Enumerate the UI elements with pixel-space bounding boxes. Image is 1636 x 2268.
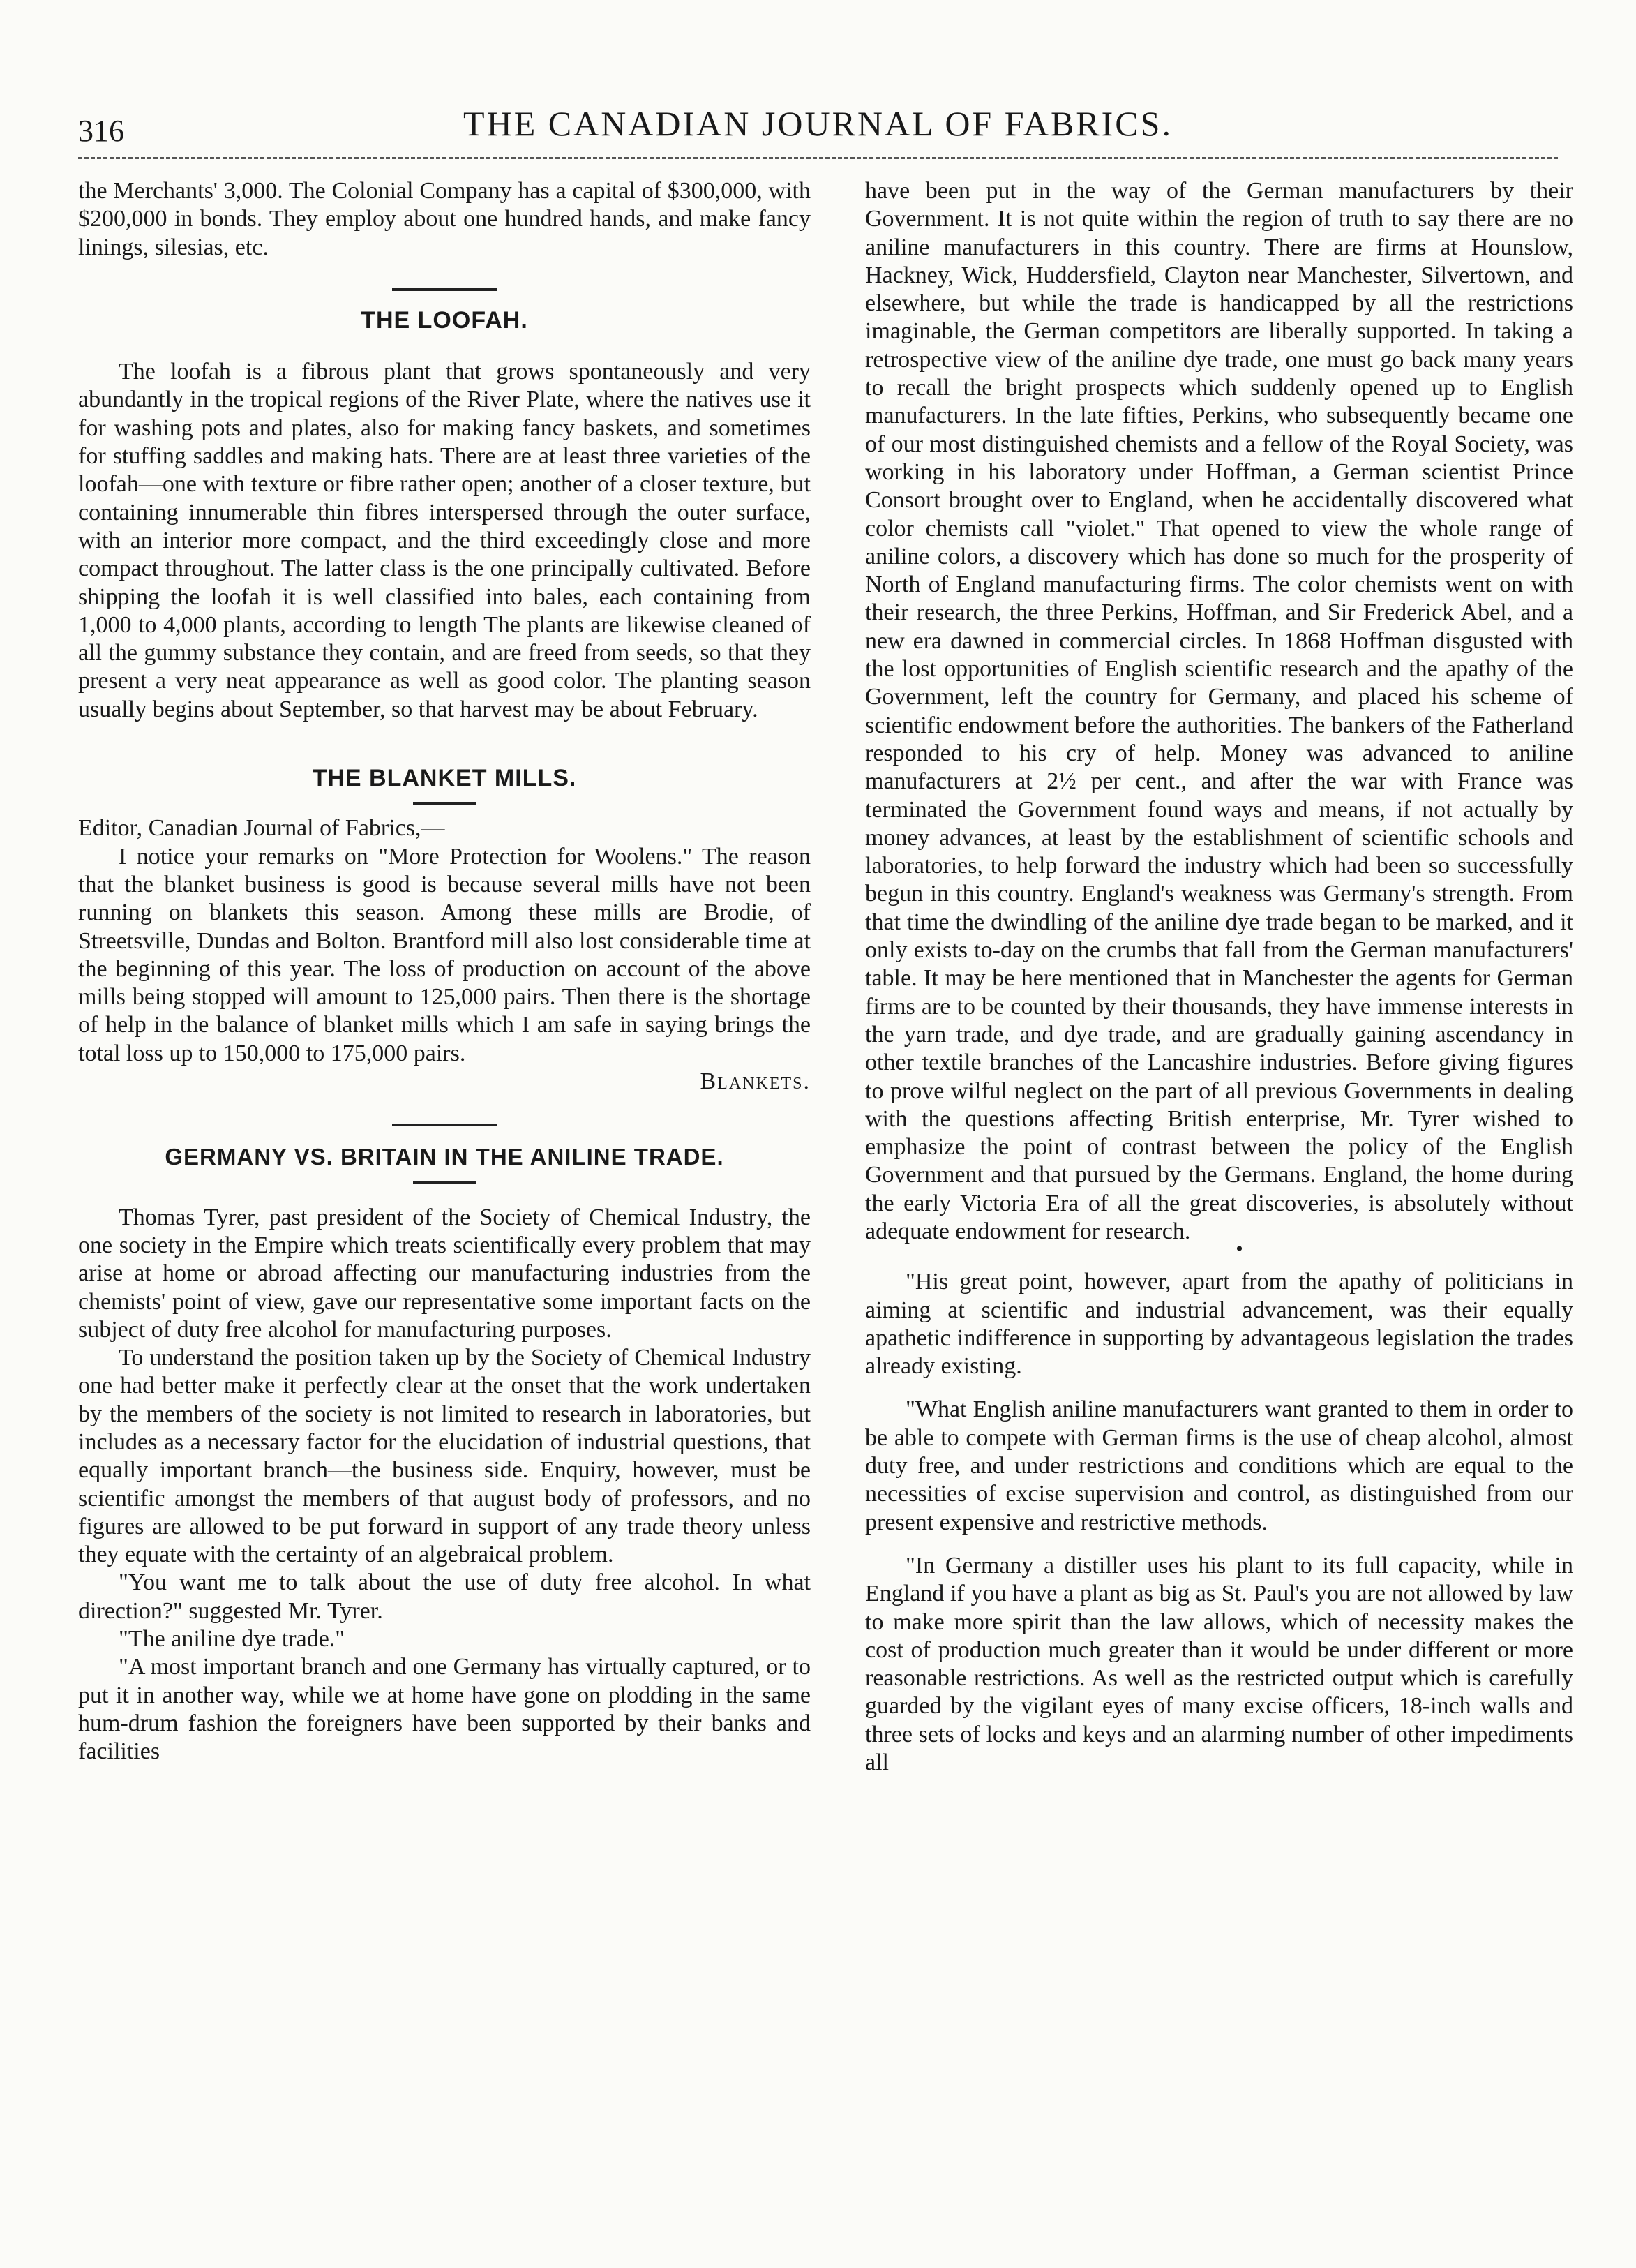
section-rule	[413, 802, 476, 805]
germany-paragraph-2: To understand the position taken up by the Society of Chemical Industry one had better make it perfectly clear at the onset that the work undertaken by the members of the society is not limited to research in laboratories, but includes as a necessary factor for the elucidation of industrial questions, that equally important branch—the business side. Enquiry, however, must be scientific amongst the members of that august body of professors, and no figures are allowed to be put forward in support of any trade theory unless they equate with the certainty of an algebraical problem.	[78, 1345, 811, 1568]
germany-paragraph-4: "The aniline dye trade."	[119, 1626, 345, 1652]
germany-paragraph-1: Thomas Tyrer, past president of the Society of Chemical Industry, the one society in the Empire which treats scientifically every problem that may arise at home or abroad affecting our manufacturing industries from the chemists' point of view, gave our representative some important facts on the subject of duty free alcohol for manufacturing purposes.	[78, 1204, 811, 1343]
germany-paragraph-3: "You want me to talk about the use of duty free alcohol. In what direction?" suggested Mr. Tyrer.	[78, 1569, 811, 1624]
right-paragraph-2: "His great point, however, apart from the apathy of politicians in aiming at scientific and industrial advancement, was their equally apathetic indifference in supporting by advantageous legislation the trades already existing.	[865, 1269, 1573, 1380]
loofah-paragraph: The loofah is a fibrous plant that grows spontaneously and very abundantly in the tropical regions of the River Plate, where the natives use it for washing pots and plates, also for making fancy baskets, and sometimes for stuffing saddles and making hats. There are at least three varieties of the loofah—one with texture or fibre rather open; another of a closer texture, but containing innumerable thin fibres interspersed through the outer surface, with an interior more compact, and the third exceedingly close and more compact throughout. The latter class is the one principally cultivated. Before shipping the loofah it is well classified into bales, each containing from 1,000 to 4,000 plants, according to length The plants are likewise cleaned of all the gummy substance they contain, and are freed from seeds, so that they present a very neat appearance as well as good color. The planting season usually begins about September, so that harvest may be about February.	[78, 359, 811, 722]
blanket-salutation: Editor, Canadian Journal of Fabrics,—	[78, 815, 445, 842]
page-number: 316	[78, 114, 124, 148]
section-rule	[413, 1181, 476, 1184]
ornament-dot: •	[1236, 1237, 1243, 1261]
blanket-signature: Blankets.	[700, 1068, 811, 1095]
right-paragraph-1: have been put in the way of the German manufacturers by their Government. It is not quite within the region of truth to say there are no aniline manufacturers in this country. There are firms at Hounslow, Hackney, Wick, Huddersfield, Clayton near Manchester, Silvertown, and elsewhere, but while the trade is handicapped by all the restrictions imaginable, the German competitors are liberally supported. In taking a retrospective view of the aniline dye trade, one must go back many years to recall the bright prospects which suddenly opened up to English manufacturers. In the late fifties, Perkins, who subsequently became one of our most distinguished chemists and a fellow of the Royal Society, was working in his laboratory under Hoffman, a German scientist Prince Consort brought over to England, when he accidentally discovered what color chemists call "violet." That opened to view the whole range of aniline colors, a discovery which has done so much for the prosperity of North of England manufacturing firms. The color chemists went on with their research, the three Perkins, Hoffman, and Sir Frederick Abel, and a new era dawned in commercial circles. In 1868 Hoffman disgusted with the lost opportunities of English scientific research and the apathy of the Government, left the country for Germany, and placed his scheme of scientific endowment before the authorities. The bankers of the Fatherland responded to his cry of help. Money was advanced to aniline manufacturers at 2½ per cent., and after the war with France was terminated the Government found ways and means, if not actually by money advances, at least by the establishment of scientific schools and laboratories, to help forward the industry which had been so successfully begun in this country. England's weakness was Germany's strength. From that time the dwindling of the aniline dye trade began to be marked, and it only exists to-day on the crumbs that fall from the German manufacturers' table. It may be here mentioned that in Manchester the agents for German firms are to be counted by their thousands, they have immense interests in the yarn trade, and dye trade, and are gradually gaining ascendancy in other textile branches of the Lancashire industries. Before giving figures to prove wilful neglect on the part of all previous Governments in dealing with the questions affecting British enterprise, Mr. Tyrer wished to emphasize the point of contrast between the policy of the English Government and that pursued by the Germans. England, the home during the early Victoria Era of all the great discoveries, is absolutely without adequate endowment for research.	[865, 178, 1573, 1244]
left-column	[78, 177, 811, 1766]
blanket-paragraph: I notice your remarks on "More Protection for Woolens." The reason that the blanket business is good is because several mills have not been running on blankets this season. Among these mills are Brodie, of Streetsville, Dundas and Bolton. Brantford mill also lost considerable time at the beginning of this year. The loss of production on account of the above mills being stopped will amount to 125,000 pairs. Then there is the shortage of help in the balance of blanket mills which I am safe in saying brings the total loss up to 150,000 to 175,000 pairs.	[78, 843, 811, 1066]
right-paragraph-4: "In Germany a distiller uses his plant to its full capacity, while in England if you have a plant as big as St. Paul's you are not allowed by law to make more spirit than the law allows, which of necessity makes the cost of production much greater than it would be under different or more reasonable restrictions. As well as the restricted output which is carefully guarded by the vigilant eyes of many excise officers, 18-inch walls and three sets of locks and keys and an alarming number of other impediments all	[865, 1552, 1573, 1776]
section-rule	[392, 288, 497, 291]
running-head: THE CANADIAN JOURNAL OF FABRICS.	[463, 104, 1173, 143]
right-column	[865, 177, 1573, 1777]
germany-heading: GERMANY VS. BRITAIN IN THE ANILINE TRADE.	[165, 1144, 724, 1170]
header-rule	[78, 157, 1558, 159]
germany-paragraph-5: "A most important branch and one Germany has virtually captured, or to put it in another way, while we at home have gone on plodding in the same hum-drum fashion the foreigners have been supported by their banks and facilities	[78, 1654, 811, 1765]
blanket-heading: THE BLANKET MILLS.	[312, 765, 577, 792]
loofah-heading: THE LOOFAH.	[361, 306, 528, 334]
section-rule	[392, 1124, 497, 1126]
right-paragraph-3: "What English aniline manufacturers want granted to them in order to be able to compete with German firms is the use of cheap alcohol, almost duty free, and under restrictions and conditions which are equal to the necessities of excise supervision and control, as distinguished from our present expensive and restrictive methods.	[865, 1396, 1573, 1535]
intro-paragraph: the Merchants' 3,000. The Colonial Company has a capital of $300,000, with $200,000 in bonds. They employ about one hundred hands, and make fancy linings, silesias, etc.	[78, 178, 811, 260]
